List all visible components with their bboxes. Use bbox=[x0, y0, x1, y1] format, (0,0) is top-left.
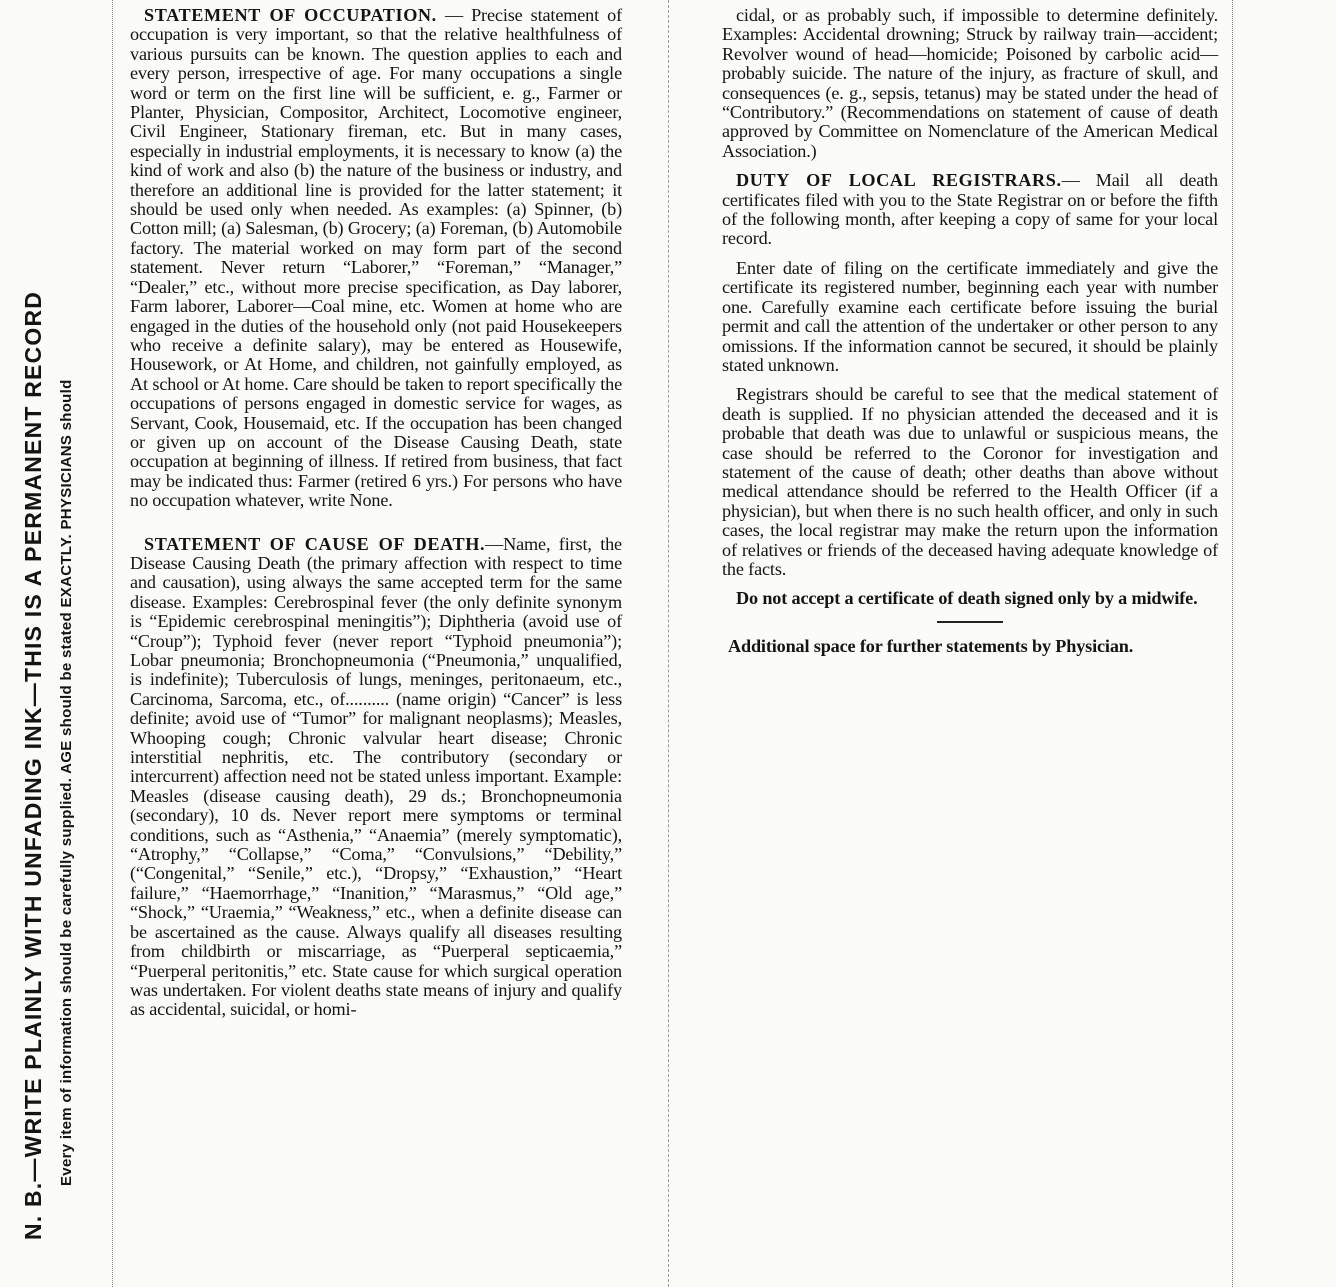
midwife-paragraph: Do not accept a certificate of death signed only by a midwife. bbox=[736, 588, 1198, 609]
occupation-heading: STATEMENT OF OCCUPATION. bbox=[144, 5, 437, 25]
cause-of-death-section bbox=[130, 535, 622, 1020]
section-divider bbox=[937, 621, 1003, 623]
permanent-record-notice: N. B.—WRITE PLAINLY WITH UNFADING INK—THIS IS A PERMANENT RECORD bbox=[20, 290, 46, 1240]
filing-paragraph: Enter date of filing on the certificate immediately and give the certificate its registered number, beginning each year with number one. Carefully examine each certificate before issuing the burial permit and call the attention of the undertaker or other person to any omissions. If the information cannot be secured, it should be plainly stated unknown. bbox=[722, 257, 1218, 375]
right-edge-line bbox=[1232, 0, 1233, 1287]
page-fold-line bbox=[668, 0, 669, 1287]
information-notice: Every item of information should be carefully supplied. AGE should be stated EXACTLY. PHYSICIANS should bbox=[58, 379, 75, 1186]
left-margin-notice bbox=[0, 0, 113, 1287]
cause-continued-paragraph: cidal, or as probably such, if impossible to determine definitely. Examples: Accidental drowning; Struck by railway train—accident; Revolver wound of head—homicide; Poisoned by carbolic acid—probably suicide. The nature of the injury, as fracture of skull, and consequences (e. g., sepsis, tetanus) may be stated under the head of “Contributory.” (Recommendations on statement of cause of death approved by Committee on Nomenclature of the American Medical Association.) bbox=[722, 5, 1218, 161]
registrar-duty-section bbox=[722, 171, 1218, 249]
occupation-body: — Precise statement of occupation is very important, so that the relative healthfulness of various pursuits can be known. The question applies to each and every person, irrespective of age. For many occupations a single word or term on the first line will be sufficient, e. g., Farmer or Planter, Physician, Compositor, Architect, Locomotive engineer, Civil Engineer, Stationary fireman, etc. But in many cases, especially in industrial employments, it is necessary to know (a) the kind of work and also (b) the nature of the business or industry, and therefore an additional line is provided for the latter statement; it should be used only when needed. As examples: (a) Spinner, (b) Cotton mill; (a) Salesman, (b) Grocery; (a) Foreman, (b) Automobile factory. The material worked on may form part of the second statement. Never return “Laborer,” “Foreman,” “Manager,” “Dealer,” etc., without more precise specification, as Day laborer, Farm laborer, Laborer—Coal mine, etc. Women at home who are engaged in the duties of the household only (not paid Housekeepers who receive a definite salary), may be entered as Housewife, Housework, or At Home, and children, not gainfully employed, as At school or At home. Care should be taken to report specifically the occupations of persons engaged in domestic service for wages, as Servant, Cook, Housemaid, etc. If the occupation has been changed or given up on account of the Disease Causing Death, state occupation at beginning of illness. If retired from business, that fact may be indicated thus: Farmer (retired 6 yrs.) For persons who have no occupation whatever, write None. bbox=[130, 5, 622, 511]
additional-space-label: Additional space for further statements by Physician. bbox=[728, 635, 1134, 656]
registrar-duty-body: — Mail all death certificates filed with you to the State Registrar on or before the fifth of the following month, after keeping a copy of same for your local record. bbox=[722, 170, 1218, 249]
right-column bbox=[722, 6, 1218, 666]
cause-of-death-body: —Name, first, the Disease Causing Death (the primary affection with respect to time and causation), using always the same accepted term for the same disease. Examples: Cerebrospinal fever (the only definite synonym is “Epidemic cerebrospinal meningitis”); Diphtheria (avoid use of “Croup”); Typhoid fever (never report “Typhoid pneumonia”); Lobar pneumonia; Bronchopneumonia (“Pneumonia,” unqualified, is indefinite); Tuberculosis of lungs, meninges, peritonaeum, etc., Carcinoma, Sarcoma, etc., of.......... (name origin) “Cancer” is less definite; avoid use of “Tumor” for malignant neoplasms); Measles, Whooping cough; Chronic valvular heart disease; Chronic interstitial nephritis, etc. The contributory (secondary or intercurrent) affection need not be stated unless important. Example: Measles (disease causing death), 29 ds.; Bronchopneumonia (secondary), 10 ds. Never report mere symptoms or terminal conditions, such as “Asthenia,” “Anaemia” (merely symptomatic), “Atrophy,” “Collapse,” “Coma,” “Convulsions,” “Debility,” (“Congenital,” “Senile,” etc.), “Dropsy,” “Exhaustion,” “Heart failure,” “Haemorrhage,” “Inanition,” “Marasmus,” “Old age,” “Shock,” “Uraemia,” “Weakness,” etc., when a definite disease can be ascertained as the cause. Always qualify all diseases resulting from childbirth or miscarriage, as “Puerperal septicaemia,” “Puerperal peritonitis,” etc. State cause for which surgical operation was undertaken. For violent deaths state means of injury and qualify as accidental, suicidal, or homi- bbox=[130, 533, 622, 1020]
registrar-duty-heading: DUTY OF LOCAL REGISTRARS. bbox=[736, 170, 1062, 191]
medical-statement-paragraph: Registrars should be careful to see that the medical statement of death is supplied. If no physician attended the deceased and it is probable that death was due to unlawful or suspicious means, the case should be referred to the Coronor for investigation and statement of the cause of death; other deaths than above without medical attendance should be referred to the Health Officer (if a physician), but when there is no such health officer, and only in such cases, the local registrar may make the return upon the information of relatives or friends of the deceased having adequate knowledge of the facts. bbox=[722, 384, 1218, 579]
left-column bbox=[130, 6, 622, 1030]
occupation-section bbox=[130, 6, 622, 511]
cause-of-death-heading: STATEMENT OF CAUSE OF DEATH. bbox=[144, 533, 486, 554]
